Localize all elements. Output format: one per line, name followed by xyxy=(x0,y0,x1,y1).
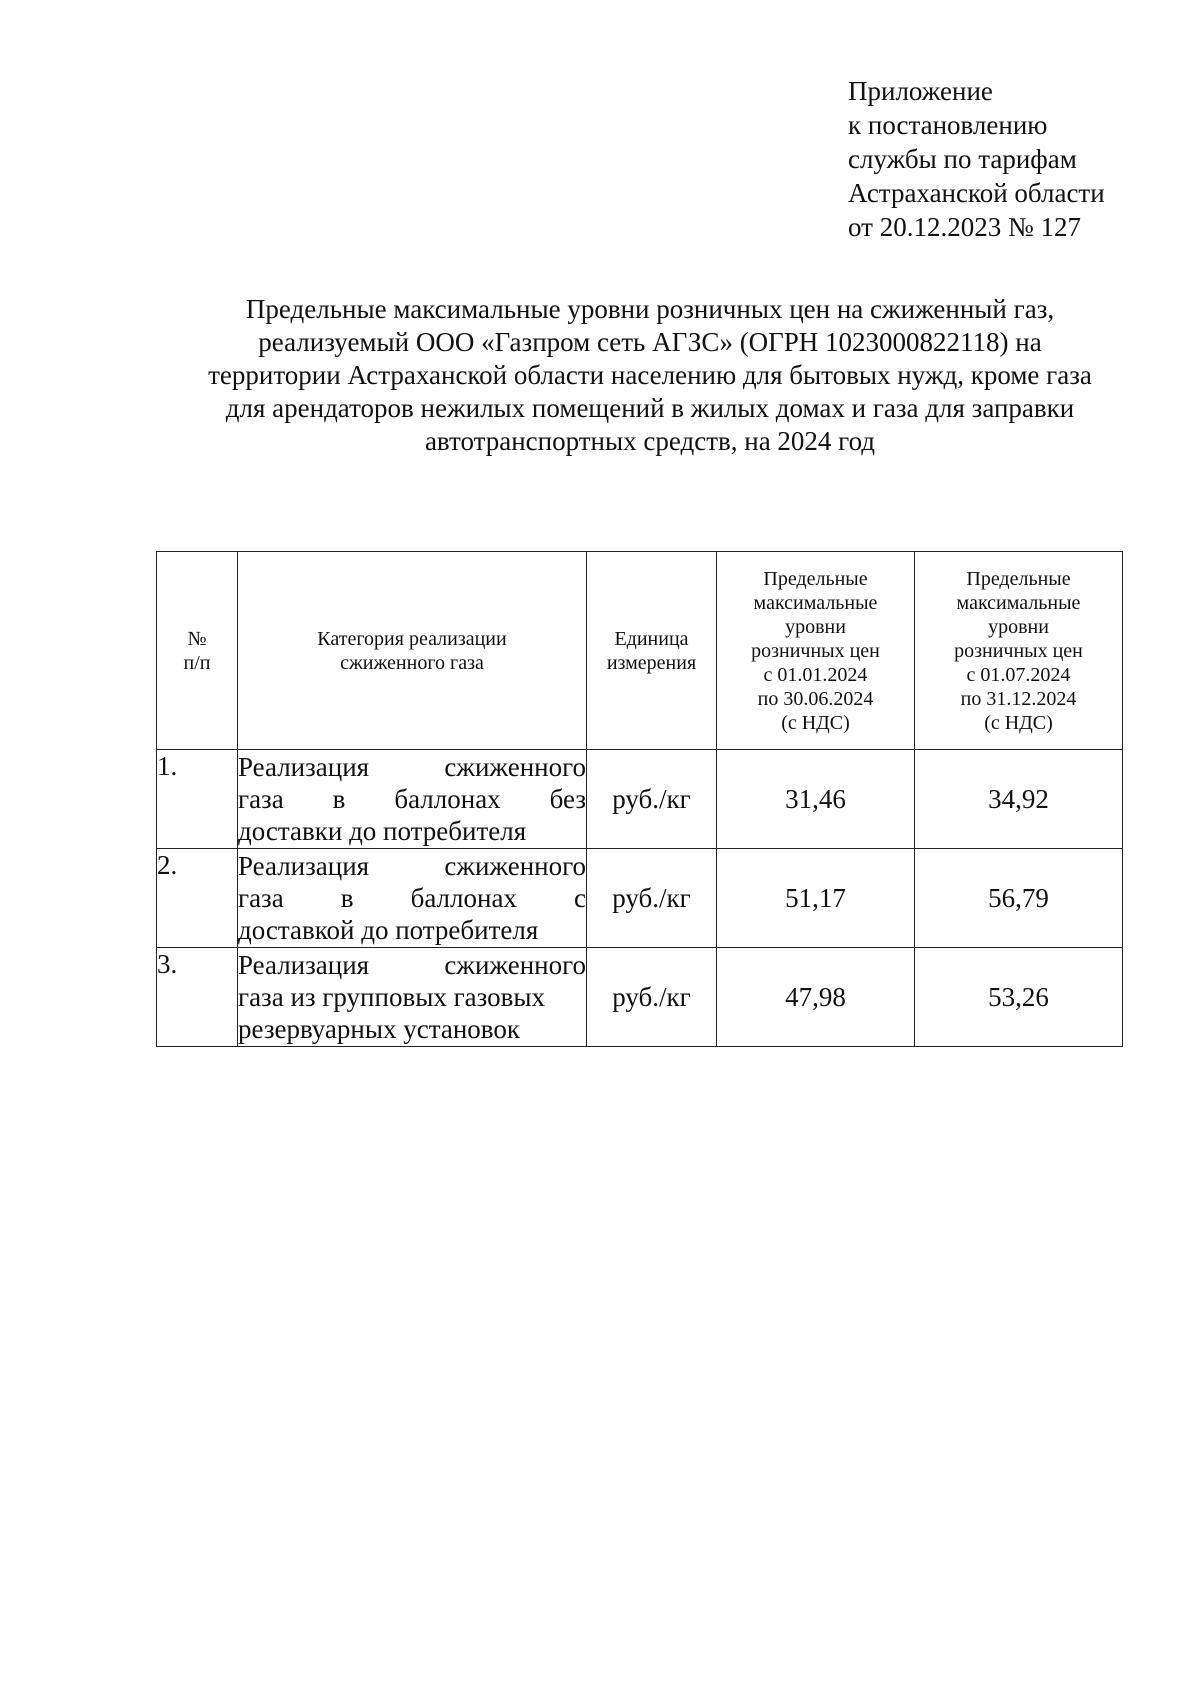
appendix-block xyxy=(848,74,1188,244)
row-number: 1. xyxy=(157,750,238,849)
table-header-row xyxy=(157,552,1123,750)
header-line: п/п xyxy=(183,651,211,674)
row-unit: руб./кг xyxy=(587,849,717,948)
category-word: сжиженного xyxy=(444,851,586,881)
table-body xyxy=(157,750,1123,1047)
document-title xyxy=(150,293,1150,458)
header-line: (с НДС) xyxy=(984,711,1053,734)
category-word: сжиженного xyxy=(444,950,586,980)
header-line: розничных цен xyxy=(954,639,1083,662)
row-price-h1: 31,46 xyxy=(717,750,915,849)
category-word: газа xyxy=(238,784,284,814)
price-table xyxy=(156,551,1123,1047)
category-word: баллонах xyxy=(394,784,501,814)
header-line: Категория реализации xyxy=(317,627,507,650)
category-word: газа xyxy=(238,883,284,913)
category-line xyxy=(238,882,586,914)
category-line xyxy=(238,850,586,882)
header-line: с 01.07.2024 xyxy=(966,663,1071,686)
header-line: максимальные xyxy=(753,591,878,614)
category-word: Реализация xyxy=(238,950,370,980)
category-line xyxy=(238,783,586,815)
header-line: Единица xyxy=(614,627,689,650)
row-category xyxy=(238,849,587,948)
header-line: измерения xyxy=(606,651,697,674)
header-line: (с НДС) xyxy=(781,711,850,734)
category-word: сжиженного xyxy=(444,752,586,782)
category-word: газа из групповых газовых xyxy=(238,982,546,1012)
row-price-h1: 47,98 xyxy=(717,948,915,1047)
category-line xyxy=(238,949,586,981)
appendix-line: к постановлению xyxy=(848,110,1048,140)
category-word: Реализация xyxy=(238,851,370,881)
header-line: сжиженного газа xyxy=(340,651,484,674)
row-price-h1: 51,17 xyxy=(717,849,915,948)
category-word: в xyxy=(332,784,346,814)
title-line: Предельные максимальные уровни розничных цен на сжиженный газ, xyxy=(245,294,1055,324)
header-price-h1 xyxy=(717,552,915,750)
appendix-line: Приложение xyxy=(848,76,993,106)
row-category xyxy=(238,948,587,1047)
title-line: автотранспортных средств, на 2024 год xyxy=(424,426,876,456)
appendix-line: Астраханской области xyxy=(848,178,1105,208)
row-number: 3. xyxy=(157,948,238,1047)
category-line xyxy=(238,751,586,783)
row-category xyxy=(238,750,587,849)
header-line: уровни xyxy=(988,615,1049,638)
header-line: № xyxy=(187,627,207,650)
table-row xyxy=(157,750,1123,849)
title-line: территории Астраханской области населению для бытовых нужд, кроме газа xyxy=(208,360,1092,390)
row-unit: руб./кг xyxy=(587,750,717,849)
header-line: уровни xyxy=(785,615,846,638)
category-word: с xyxy=(574,883,586,913)
row-price-h2: 56,79 xyxy=(915,849,1123,948)
header-price-h2 xyxy=(915,552,1123,750)
category-word: без xyxy=(549,784,586,814)
header-line: розничных цен xyxy=(751,639,880,662)
header-line: максимальные xyxy=(956,591,1081,614)
row-price-h2: 53,26 xyxy=(915,948,1123,1047)
header-line: с 01.01.2024 xyxy=(763,663,868,686)
row-number: 2. xyxy=(157,849,238,948)
header-line: Предельные xyxy=(966,567,1071,590)
category-line xyxy=(238,815,586,847)
header-unit xyxy=(587,552,717,750)
header-category xyxy=(238,552,587,750)
title-line: для арендаторов нежилых помещений в жилых домах и газа для заправки xyxy=(225,393,1075,423)
category-word: резервуарных установок xyxy=(238,1014,520,1044)
category-line xyxy=(238,981,586,1013)
appendix-line: от 20.12.2023 № 127 xyxy=(848,212,1081,242)
row-unit: руб./кг xyxy=(587,948,717,1047)
row-price-h2: 34,92 xyxy=(915,750,1123,849)
category-word: баллонах xyxy=(410,883,517,913)
category-line xyxy=(238,1013,586,1045)
header-line: Предельные xyxy=(763,567,868,590)
appendix-line: службы по тарифам xyxy=(848,144,1077,174)
header-num xyxy=(157,552,238,750)
title-line: реализуемый ООО «Газпром сеть АГЗС» (ОГРН 1023000822118) на xyxy=(258,327,1042,357)
table-row xyxy=(157,849,1123,948)
category-word: доставкой до потребителя xyxy=(238,915,539,945)
header-line: по 30.06.2024 xyxy=(757,687,874,710)
category-word: в xyxy=(340,883,354,913)
category-word: доставки до потребителя xyxy=(238,816,527,846)
category-word: Реализация xyxy=(238,752,370,782)
category-line xyxy=(238,914,586,946)
header-line: по 31.12.2024 xyxy=(960,687,1077,710)
table-row xyxy=(157,948,1123,1047)
